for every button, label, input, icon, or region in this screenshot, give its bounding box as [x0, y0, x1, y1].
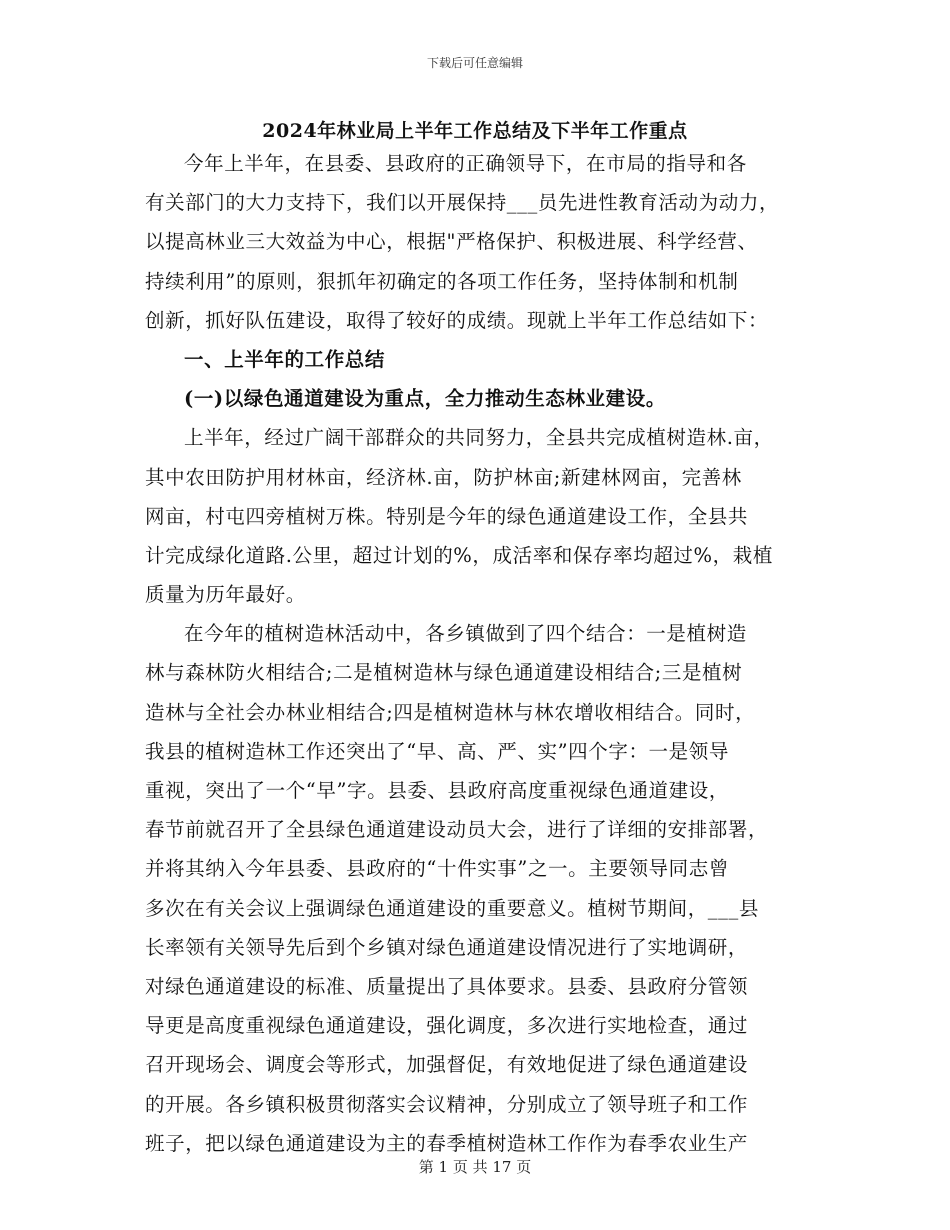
section-heading: 一、上半年的工作总结	[184, 347, 386, 371]
subsection-heading: (一)以绿色通道建设为重点，全力推动生态林业建设。	[184, 387, 666, 411]
document-body	[145, 144, 825, 1163]
body-line: 林与森林防火相结合;二是植树造林与绿色通道建设相结合;三是植树	[145, 661, 743, 685]
body-line: 今年上半年，在县委、县政府的正确领导下，在市局的指导和各	[184, 152, 747, 175]
body-line: 导更是高度重视绿色通道建设，强化调度，多次进行实地检查，通过	[145, 1014, 749, 1038]
body-line: 以提高林业三大效益为中心，根据"严格保护、积极进展、科学经营、	[145, 230, 758, 254]
body-line: 质量为历年最好。	[145, 583, 306, 607]
body-line: 网亩，村屯四旁植树万株。特别是今年的绿色通道建设工作，全县共	[145, 504, 749, 528]
body-line: 并将其纳入今年县委、县政府的“十件实事”之一。主要领导同志曾	[145, 857, 729, 881]
body-line: 春节前就召开了全县绿色通道建设动员大会，进行了详细的安排部署，	[145, 818, 769, 842]
body-line: 计完成绿化道路.公里，超过计划的%，成活率和保存率均超过%，栽植	[145, 543, 773, 567]
body-line: 有关部门的大力支持下，我们以开展保持___员先进性教育活动为动力，	[145, 191, 780, 215]
body-line: 持续利用”的原则，狠抓年初确定的各项工作任务，坚持体制和机制	[145, 269, 739, 293]
body-line: 多次在有关会议上强调绿色通道建设的重要意义。植树节期间，___县	[145, 896, 759, 920]
body-line: 其中农田防护用材林亩，经济林.亩，防护林亩;新建林网亩，完善林	[145, 465, 742, 489]
page-header-note: 下载后可任意编辑	[426, 56, 523, 70]
body-line: 的开展。各乡镇积极贯彻落实会议精神，分别成立了领导班子和工作	[145, 1092, 749, 1116]
body-line: 重视，突出了一个“早”字。县委、县政府高度重视绿色通道建设，	[145, 779, 729, 802]
page-number: 第 1 页 共 17 页	[418, 1158, 532, 1176]
document-title: 2024年林业局上半年工作总结及下半年工作重点	[262, 120, 688, 142]
body-line: 我县的植树造林工作还突出了“早、高、严、实”四个字：一是领导	[145, 739, 729, 763]
body-line: 对绿色通道建设的标准、质量提出了具体要求。县委、县政府分管领	[145, 974, 749, 998]
body-line: 上半年，经过广阔干部群众的共同努力，全县共完成植树造林.亩，	[184, 426, 774, 450]
body-line: 创新，抓好队伍建设，取得了较好的成绩。现就上半年工作总结如下：	[145, 308, 769, 332]
body-line: 在今年的植树造林活动中，各乡镇做到了四个结合：一是植树造	[184, 622, 747, 646]
body-line: 长率领有关领导先后到个乡镇对绿色通道建设情况进行了实地调研，	[145, 935, 749, 959]
body-line: 造林与全社会办林业相结合;四是植树造林与林农增收相结合。同时，	[145, 700, 756, 724]
body-line: 班子，把以绿色通道建设为主的春季植树造林工作作为春季农业生产	[145, 1131, 749, 1155]
body-line: 召开现场会、调度会等形式，加强督促，有效地促进了绿色通道建设	[145, 1053, 749, 1077]
